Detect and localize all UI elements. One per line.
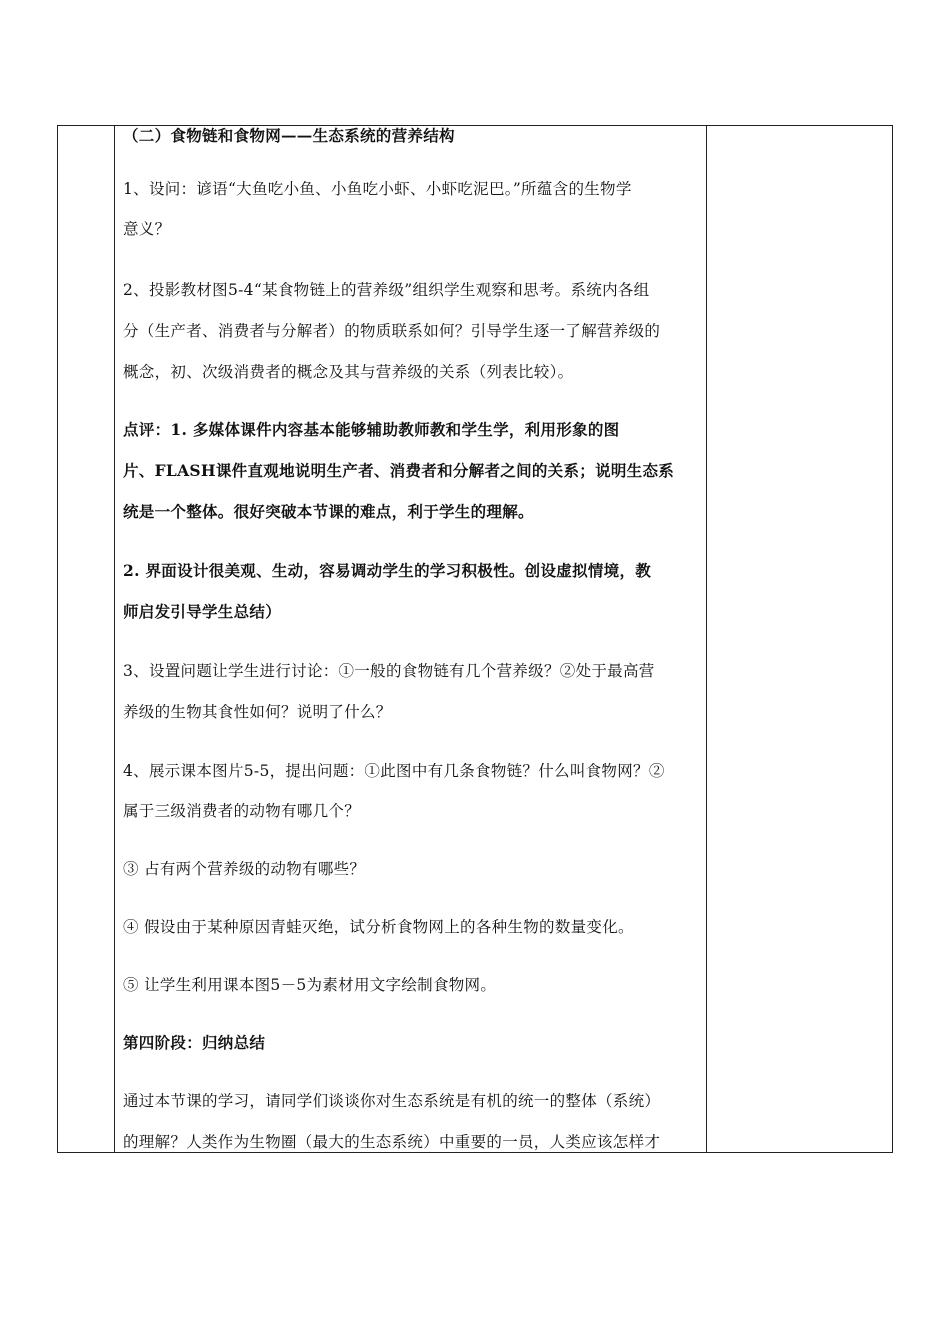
text-line: 意义？ bbox=[123, 220, 171, 238]
text-line: ④ 假设由于某种原因青蛙灭绝，试分析食物网上的各种生物的数量变化。 bbox=[123, 918, 634, 936]
comment-line: 片、FLASH课件直观地说明生产者、消费者和分解者之间的关系；说明生态系 bbox=[123, 461, 675, 480]
text-line: 2、投影教材图5-4“某食物链上的营养级”组织学生观察和思考。系统内各组 bbox=[123, 281, 650, 299]
text-line: 通过本节课的学习，请同学们谈谈你对生态系统是有机的统一的整体（系统） bbox=[123, 1092, 661, 1110]
text-line: 1、设问：谚语“大鱼吃小鱼、小鱼吃小虾、小虾吃泥巴。”所蕴含的生物学 bbox=[123, 180, 632, 198]
text-line: 4、展示课本图片5-5，提出问题：①此图中有几条食物链？什么叫食物网？② bbox=[123, 762, 665, 780]
column-divider-right bbox=[706, 126, 707, 1152]
text-line: 3、设置问题让学生进行讨论：①一般的食物链有几个营养级？②处于最高营 bbox=[123, 662, 655, 680]
comment-line: 师启发引导学生总结） bbox=[123, 602, 282, 621]
lesson-table bbox=[57, 125, 893, 1153]
text-line: ③ 占有两个营养级的动物有哪些？ bbox=[123, 860, 366, 878]
text-line: 的理解？人类作为生物圈（最大的生态系统）中重要的一员，人类应该怎样才 bbox=[123, 1133, 661, 1151]
stage-heading: 第四阶段：归纳总结 bbox=[123, 1033, 266, 1052]
text-line: 分（生产者、消费者与分解者）的物质联系如何？引导学生逐一了解营养级的 bbox=[123, 322, 661, 340]
comment-line: 统是一个整体。很好突破本节课的难点，利于学生的理解。 bbox=[123, 502, 534, 521]
text-line: 属于三级消费者的动物有哪几个？ bbox=[123, 802, 361, 820]
comment-line: 点评：1. 多媒体课件内容基本能够辅助教师教和学生学，利用形象的图 bbox=[123, 420, 620, 439]
section-heading: （二）食物链和食物网——生态系统的营养结构 bbox=[123, 126, 455, 145]
text-line: ⑤ 让学生利用课本图5－5为素材用文字绘制食物网。 bbox=[123, 976, 497, 994]
text-line: 概念，初、次级消费者的概念及其与营养级的关系（列表比较）。 bbox=[123, 363, 574, 381]
text-line: 养级的生物其食性如何？说明了什么？ bbox=[123, 703, 392, 721]
column-divider-left bbox=[114, 126, 115, 1152]
comment-line: 2. 界面设计很美观、生动，容易调动学生的学习积极性。创设虚拟情境，教 bbox=[123, 561, 652, 580]
